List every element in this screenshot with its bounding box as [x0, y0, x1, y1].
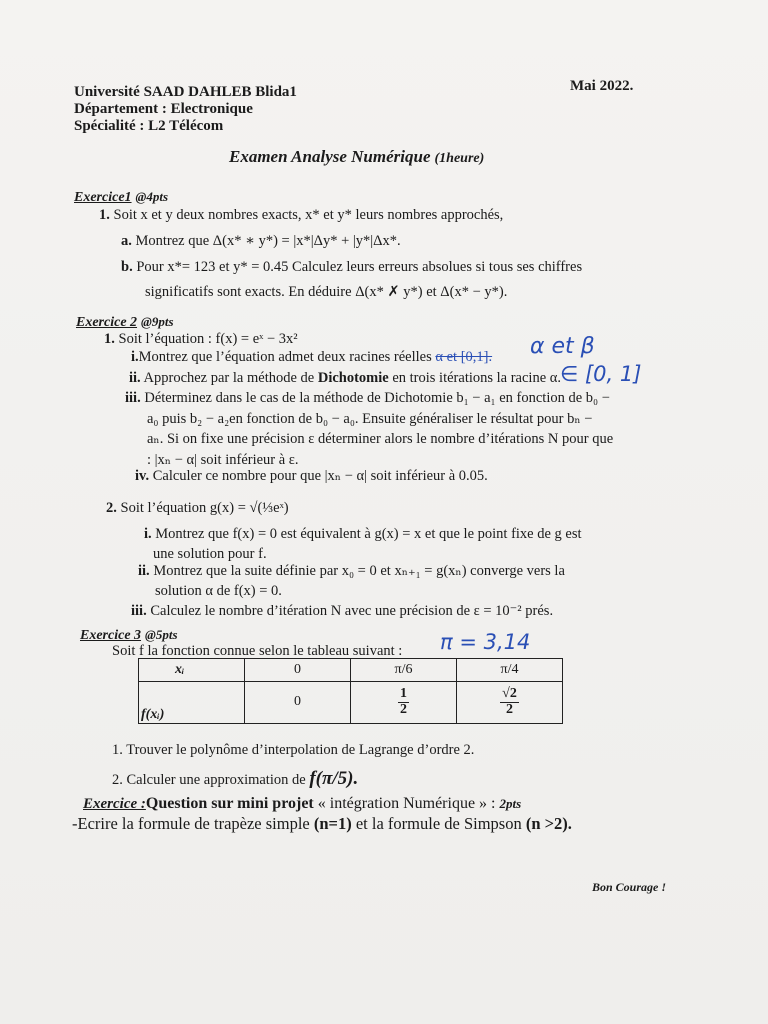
- handwritten-alpha-beta: α et β: [530, 334, 595, 359]
- exercise-3-heading: [80, 626, 178, 644]
- exam-date: Mai 2022.: [570, 78, 634, 94]
- ex2-q2-i-line2: une solution pour f.: [153, 546, 267, 562]
- university-name: Université SAAD DAHLEB Blida1: [74, 84, 297, 100]
- exercise-3-title: Exercice 3: [80, 628, 142, 643]
- exercise-2-heading: [76, 313, 174, 331]
- ex1-b-number: b.: [121, 259, 133, 275]
- mini-project-heading: [83, 795, 521, 813]
- struck-text: α et [0,1].: [435, 349, 493, 365]
- ex3-intro: Soit f la fonction connue selon le tableau suivant :: [112, 643, 403, 659]
- exam-title: [229, 147, 484, 167]
- ex2-iv-text: Calculer ce nombre pour que |xₙ − α| soit inférieur à 0.05.: [152, 468, 488, 484]
- handwritten-pi-value: π = 3,14: [440, 630, 531, 654]
- table-cell: π/4: [457, 659, 563, 682]
- ex1-q1-number: 1.: [99, 207, 110, 223]
- instruction-text-1: -Ecrire la formule de trapèze simple: [72, 814, 310, 833]
- ex1-b-text-1: Pour x*= 123 et y* = 0.45 Calculez leurs erreurs absolues si tous ses chiffres: [136, 259, 583, 275]
- ex2-i: [131, 349, 492, 366]
- ex1-q1: [99, 207, 503, 224]
- ex2-ii-number: ii.: [129, 370, 141, 386]
- ex1-q1-text: Soit x et y deux nombres exacts, x* et y* leurs nombres approchés,: [113, 207, 504, 223]
- ex1-a: [121, 233, 401, 250]
- table-row: [139, 659, 563, 682]
- ex2-q2-iii-text: Calculez le nombre d’itération N avec une précision de ε = 10⁻² prés.: [150, 603, 554, 619]
- ex2-q1-number: 1.: [104, 331, 115, 347]
- exercise-2-points: @9pts: [141, 314, 174, 329]
- ex3-q2-expression: f(π/5).: [309, 768, 359, 789]
- ex2-iii-line4: : |xₙ − α| soit inférieur à ε.: [147, 452, 299, 468]
- ex2-ii: [129, 370, 561, 387]
- ex2-q2-ii-text-1: Montrez que la suite définie par x₀ = 0 et xₙ₊₁ = g(xₙ) converge vers la: [153, 563, 565, 579]
- ex2-ii-text-pre: Approchez par la méthode de: [143, 370, 315, 386]
- ex3-q2: [112, 768, 358, 790]
- exam-duration: (1heure): [434, 151, 485, 166]
- values-table: [138, 658, 563, 724]
- ex1-a-text: Montrez que Δ(x* ∗ y*) = |x*|Δy* + |y*|Δx*.: [135, 233, 401, 249]
- exercise-1-title: Exercice1: [74, 190, 132, 205]
- mini-project-instruction: [72, 814, 572, 834]
- ex2-q1-text: Soit l’équation : f(x) = eˣ − 3x²: [118, 331, 298, 347]
- handwritten-interval: ∈ [0, 1]: [560, 362, 642, 386]
- table-cell: 0: [245, 681, 351, 723]
- ex2-ii-text-post: en trois itérations la racine α.: [392, 370, 561, 386]
- ex2-iii-line2: a₀ puis b₂ − a₂en fonction de b₀ − a₀. Ensuite généraliser le résultat pour bₙ −: [147, 411, 593, 427]
- ex2-i-text: Montrez que l’équation admet deux racines réelles: [138, 349, 432, 365]
- table-cell: π/6: [351, 659, 457, 682]
- ex2-q2-iii: [131, 603, 553, 620]
- fraction-denominator: 2: [506, 701, 513, 717]
- ex2-q2-i-text-1: Montrez que f(x) = 0 est équivalent à g(x) = x et que le point fixe de g est: [155, 526, 582, 542]
- ex1-a-number: a.: [121, 233, 132, 249]
- ex2-q2: [106, 500, 289, 517]
- ex2-q2-text: Soit l’équation g(x) = √(⅓eˣ): [120, 500, 289, 516]
- instruction-n1: (n=1): [313, 814, 352, 833]
- exercise-1-points: @4pts: [135, 189, 169, 204]
- exercise-1-heading: [74, 188, 168, 206]
- fraction: [398, 687, 409, 717]
- ex2-iii-line3: aₙ. Si on fixe une précision ε déterminer alors le nombre d’itérations N pour que: [147, 431, 614, 447]
- ex2-q2-i-line1: [144, 526, 582, 543]
- exercise-2-title: Exercice 2: [76, 315, 138, 330]
- ex2-iii-line1: [125, 390, 610, 407]
- ex1-b-line1: [121, 259, 582, 276]
- table-row: [139, 681, 563, 723]
- mini-project-subject: « intégration Numérique » :: [317, 795, 496, 812]
- ex2-i-number: i.: [131, 349, 139, 365]
- table-cell: [457, 681, 563, 723]
- ex1-b-line2: significatifs sont exacts. En déduire Δ(x* ✗ y*) et Δ(x* − y*).: [145, 284, 508, 300]
- mini-project-title: Question sur mini projet: [145, 795, 314, 812]
- fraction-numerator: 1: [400, 686, 407, 701]
- ex2-iv-number: iv.: [135, 468, 150, 484]
- ex2-iv: [135, 468, 488, 485]
- table-row-label-f: f(xᵢ): [139, 681, 245, 723]
- ex2-iii-text-1: Déterminez dans le cas de la méthode de Dichotomie b₁ − a₁ en fonction de b₀ −: [144, 390, 610, 406]
- ex3-q2-text: 2. Calculer une approximation de: [112, 772, 306, 788]
- ex2-q2-number: 2.: [106, 500, 117, 516]
- ex2-q2-ii-number: ii.: [138, 563, 150, 579]
- mini-project-points: 2pts: [499, 796, 522, 811]
- ex2-q2-iii-number: iii.: [131, 603, 147, 619]
- fraction-denominator: 2: [400, 701, 407, 717]
- instruction-text-2: et la formule de Simpson: [355, 814, 522, 833]
- ex2-ii-method: Dichotomie: [317, 370, 389, 386]
- department: Département : Electronique: [74, 101, 253, 117]
- table-cell: 0: [245, 659, 351, 682]
- ex2-q2-ii-line2: solution α de f(x) = 0.: [155, 583, 282, 599]
- ex2-q2-ii-line1: [138, 563, 565, 580]
- ex2-q2-i-number: i.: [144, 526, 152, 542]
- closing-message: Bon Courage !: [592, 880, 667, 894]
- table-cell: [351, 681, 457, 723]
- instruction-n2: (n >2).: [525, 814, 572, 833]
- exam-title-main: Examen Analyse Numérique: [229, 147, 431, 166]
- ex2-q1: [104, 331, 298, 348]
- fraction-numerator: √2: [502, 686, 517, 701]
- mini-project-label: Exercice :: [83, 796, 146, 812]
- exercise-3-points: @5pts: [145, 627, 178, 642]
- specialty: Spécialité : L2 Télécom: [74, 118, 224, 134]
- table-row-label-x: xᵢ: [139, 659, 245, 682]
- fraction: [500, 687, 519, 717]
- ex3-q1: 1. Trouver le polynôme d’interpolation de Lagrange d’ordre 2.: [112, 742, 475, 758]
- ex2-iii-number: iii.: [125, 390, 141, 406]
